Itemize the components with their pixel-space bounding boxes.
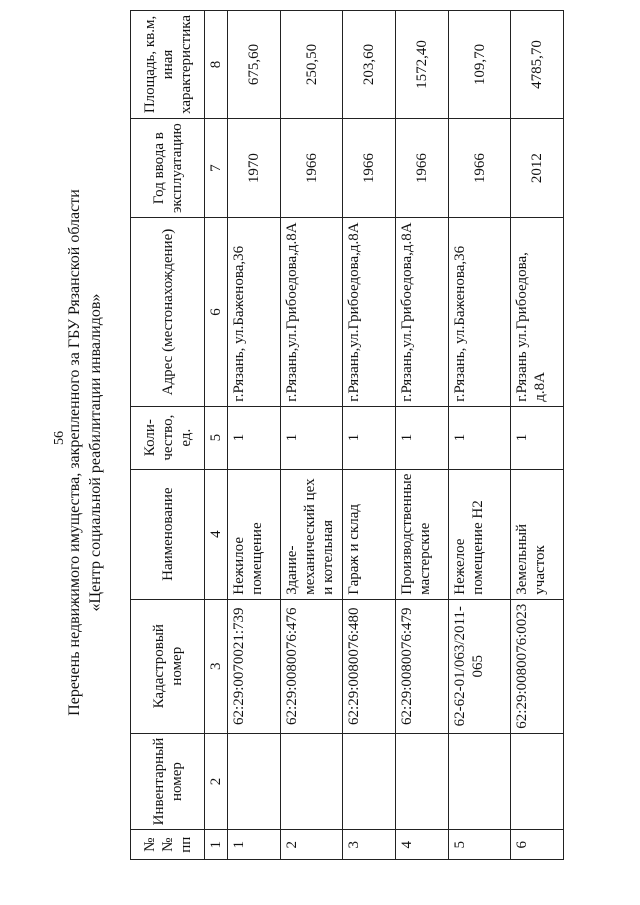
year: 1970	[228, 118, 281, 217]
title-line-1: Перечень недвижимого имущества, закрепленного за ГБУ Рязанской области	[66, 189, 83, 716]
property-table	[130, 10, 564, 860]
property-name: Гараж и склад	[343, 469, 396, 599]
header-cell: Инвентарный номер	[131, 733, 205, 830]
year: 2012	[511, 118, 564, 217]
year: 1966	[343, 118, 396, 217]
column-number: 7	[205, 118, 228, 217]
quantity: 1	[228, 406, 281, 469]
rotated-document	[64, 15, 619, 885]
table-row	[449, 11, 511, 860]
column-number: 2	[205, 733, 228, 830]
area: 203,60	[343, 11, 396, 119]
area: 4785,70	[511, 11, 564, 119]
quantity: 1	[281, 406, 343, 469]
address: г.Рязань, ул.Баженова,36	[228, 218, 281, 406]
address: г.Рязань,ул.Грибоедова,д.8А	[281, 218, 343, 406]
table-row	[281, 11, 343, 860]
inventory-number	[281, 733, 343, 830]
area: 1572,40	[396, 11, 449, 119]
address: г.Рязань,ул.Грибоедова,д.8А	[396, 218, 449, 406]
quantity: 1	[511, 406, 564, 469]
header-cell: Год ввода в эксплуатацию	[131, 118, 205, 217]
column-number: 5	[205, 406, 228, 469]
property-name: Здание-механический цех и котельная	[281, 469, 343, 599]
row-number: 1	[228, 830, 281, 860]
property-name: Земельный участок	[511, 469, 564, 599]
year: 1966	[281, 118, 343, 217]
table-header-row	[131, 11, 205, 860]
inventory-number	[228, 733, 281, 830]
header-cell: Коли-чество, ед.	[131, 406, 205, 469]
area: 109,70	[449, 11, 511, 119]
column-number-row	[205, 11, 228, 860]
row-number: 4	[396, 830, 449, 860]
cadastral-number: 62:29:0080076:480	[343, 599, 396, 733]
table-row	[343, 11, 396, 860]
row-number: 5	[449, 830, 511, 860]
row-number: 6	[511, 830, 564, 860]
title-line-2: «Центр социальной реабилитации инвалидов»	[87, 293, 104, 612]
inventory-number	[396, 733, 449, 830]
header-cell: Адрес (местонахождение)	[131, 218, 205, 406]
header-cell: Площадь, кв.м, иная характеристика	[131, 11, 205, 119]
area: 250,50	[281, 11, 343, 119]
column-number: 6	[205, 218, 228, 406]
property-name: Нежелое помещение Н2	[449, 469, 511, 599]
address: г.Рязань, ул.Баженова,36	[449, 218, 511, 406]
document-title	[64, 20, 128, 885]
area: 675,60	[228, 11, 281, 119]
row-number: 2	[281, 830, 343, 860]
column-number: 1	[205, 830, 228, 860]
row-number: 3	[343, 830, 396, 860]
quantity: 1	[449, 406, 511, 469]
header-cell: Кадастровый номер	[131, 599, 205, 733]
quantity: 1	[396, 406, 449, 469]
page-number: 56	[52, 431, 67, 445]
quantity: 1	[343, 406, 396, 469]
cadastral-number: 62:29:0080076:479	[396, 599, 449, 733]
address: г.Рязань ул.Грибоедова, д.8А	[511, 218, 564, 406]
table-row	[511, 11, 564, 860]
column-number: 3	[205, 599, 228, 733]
inventory-number	[343, 733, 396, 830]
header-cell: Наименование	[131, 469, 205, 599]
property-name: Производственные мастерские	[396, 469, 449, 599]
table-row	[228, 11, 281, 860]
cadastral-number: 62:29:0080076:476	[281, 599, 343, 733]
address: г.Рязань,ул.Грибоедова,д.8А	[343, 218, 396, 406]
inventory-number	[511, 733, 564, 830]
inventory-number	[449, 733, 511, 830]
year: 1966	[449, 118, 511, 217]
table-row	[396, 11, 449, 860]
header-cell: № № пп	[131, 830, 205, 860]
year: 1966	[396, 118, 449, 217]
column-number: 4	[205, 469, 228, 599]
cadastral-number: 62:29:0070021:739	[228, 599, 281, 733]
property-name: Нежилое помещение	[228, 469, 281, 599]
column-number: 8	[205, 11, 228, 119]
cadastral-number: 62-62-01/063/2011-065	[449, 599, 511, 733]
cadastral-number: 62:29:0080076:0023	[511, 599, 564, 733]
